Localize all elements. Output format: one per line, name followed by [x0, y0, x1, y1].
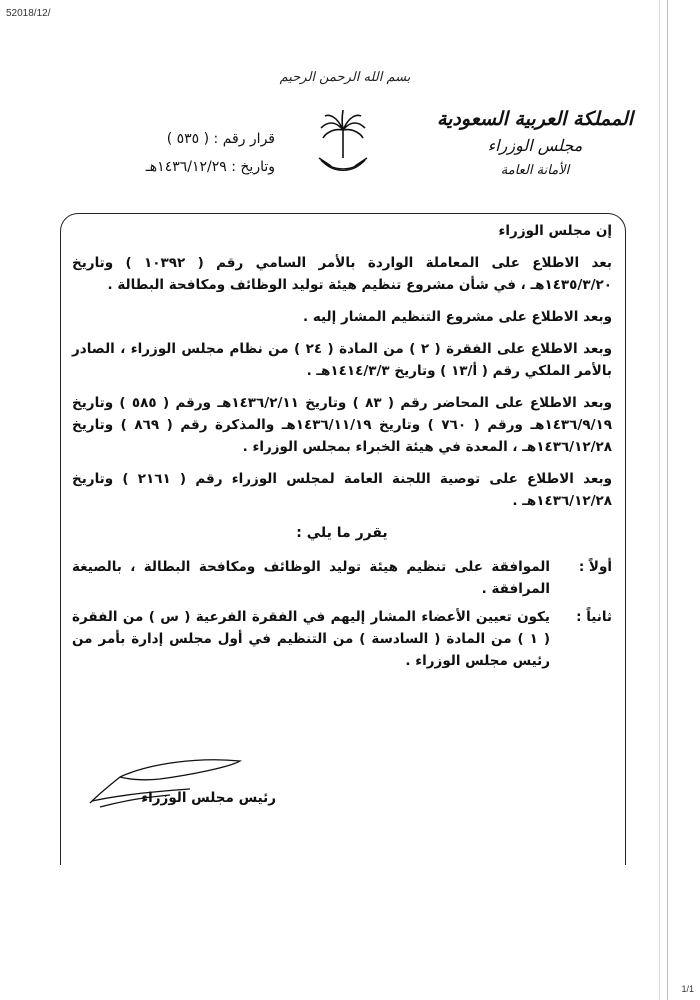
paragraph-1: بعد الاطلاع على المعاملة الواردة بالأمر السامي رقم ( ١٠٣٩٢ ) وتاريخ ١٤٣٥/٣/٢٠هـ ، في شأن مشروع تنظيم هيئة توليد الوظائف ومكافحة البطالة .	[72, 255, 612, 293]
decision-item	[72, 556, 612, 600]
decides-heading: يقرر ما يلي :	[296, 525, 388, 541]
paragraph-4: وبعد الاطلاع على المحاضر رقم ( ٨٣ ) وتاريخ ١٤٣٦/٢/١١هـ ورقم ( ٥٨٥ ) وتاريخ ١٤٣٦/٩/١٩هـ ورقم ( ٧٦٠ ) وتاريخ ١٤٣٦/١١/١٩هـ والمذكرة رقم ( ٨٦٩ ) وتاريخ ١٤٣٦/١٢/٢٨هـ ، المعدة في هيئة الخبراء بمجلس الوزراء .	[72, 395, 612, 455]
signature-icon	[80, 755, 250, 815]
item-number: ثانياً :	[576, 609, 612, 625]
paragraph-2: وبعد الاطلاع على مشروع التنظيم المشار إليه .	[303, 309, 612, 325]
council-title: مجلس الوزراء	[487, 136, 583, 155]
item-text: يكون تعيين الأعضاء المشار إليهم في الفقرة الفرعية ( س ) من الفقرة ( ١ ) من المادة ( السادسة ) من التنظيم في أول مجلس إدارة بأمر من رئيس مجلس الوزراء .	[72, 609, 550, 669]
basmala: بسم الله الرحمن الرحيم	[279, 70, 411, 85]
decision-body	[72, 220, 612, 678]
decision-number: قرار رقم : ( ٥٣٥ )	[166, 131, 275, 147]
opening-line: إن مجلس الوزراء	[498, 223, 612, 239]
paragraph-5: وبعد الاطلاع على توصية اللجنة العامة لمجلس الوزراء رقم ( ٢١٦١ ) وتاريخ ١٤٣٦/١٢/٢٨هـ .	[72, 471, 612, 509]
decision-item	[72, 606, 612, 672]
scan-edge	[667, 0, 668, 1000]
secretariat-title: الأمانة العامة	[500, 163, 570, 178]
kingdom-title: المملكة العربية السعودية	[436, 108, 634, 130]
signature-title: رئيس مجلس الوزراء	[141, 790, 276, 806]
page-number: 1/1	[681, 984, 694, 994]
saudi-emblem-icon	[313, 108, 373, 180]
decision-info	[115, 125, 275, 181]
decision-date: وتاريخ : ١٤٣٦/١٢/٢٩هـ	[145, 159, 275, 175]
letterhead	[430, 108, 640, 178]
item-text: الموافقة على تنظيم هيئة توليد الوظائف ومكافحة البطالة ، بالصيغة المرافقة .	[72, 559, 550, 597]
scan-edge	[659, 0, 660, 1000]
paragraph-3: وبعد الاطلاع على الفقرة ( ٢ ) من المادة ( ٢٤ ) من نظام مجلس الوزراء ، الصادر بالأمر الملكي رقم ( أ/١٣ ) وتاريخ ١٤١٤/٣/٣هـ .	[72, 341, 612, 379]
item-number: أولاً :	[578, 559, 612, 575]
scan-date: 52018/12/	[6, 8, 51, 19]
